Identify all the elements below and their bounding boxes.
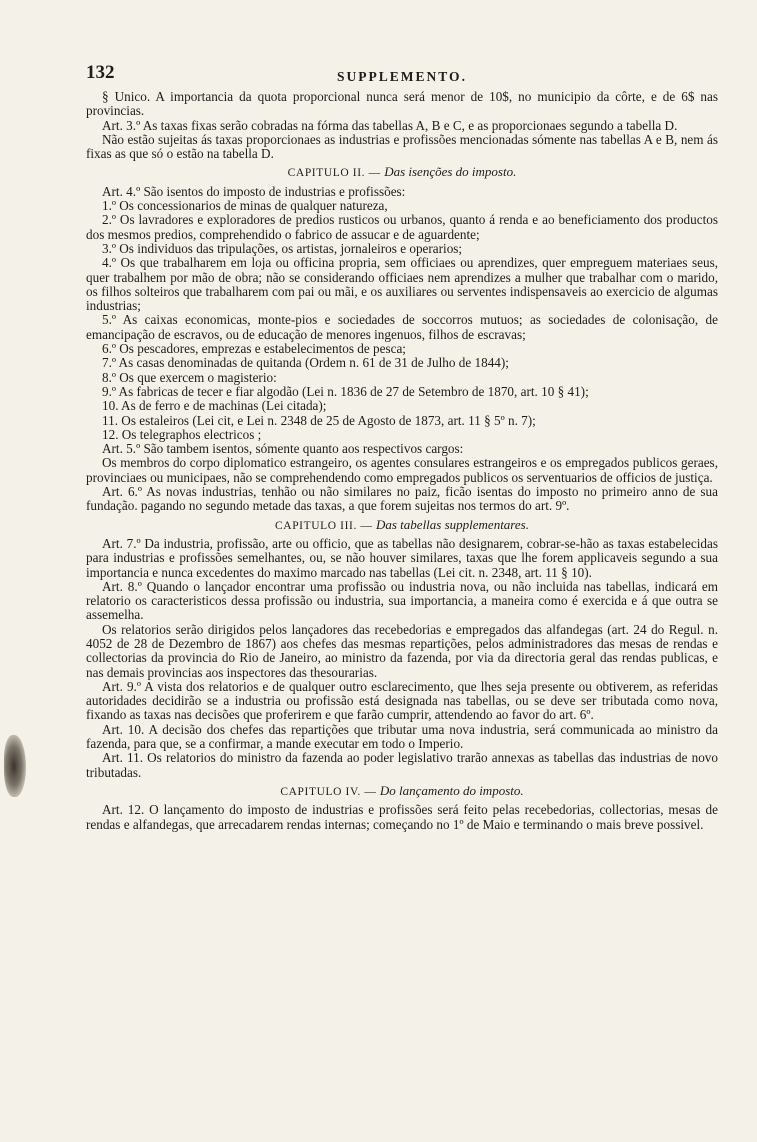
chapter-heading-3: CAPITULO III. — Das tabellas supplementares.	[275, 516, 529, 532]
list-item: 7.º As casas denominadas de quitanda (Ordem n. 61 de 31 de Julho de 1844);	[102, 355, 509, 371]
list-item: 11. Os estaleiros (Lei cit, e Lei n. 2348 de 25 de Agosto de 1873, art. 11 § 5º n. 7);	[102, 412, 536, 428]
page-stain	[4, 735, 26, 797]
paragraph-art12: Art. 12. O lançamento do imposto de industrias e profissões será feito pelas recebedorias, collectorias, mesas de rendas e alfandegas, que arrecadarem rendas internas; começando no 1º de Maio e terminando o mais breve possivel.	[86, 802, 718, 832]
paragraph-art7: Art. 7.º Da industria, profissão, arte ou officio, que as tabellas não designarem, cobrar-se-hão as taxas estabelecidas para industrias e profissões semelhantes, ou, se não houver similares, taxas que lhe forem applicaveis segundo a sua importancia e nunca excedentes do maximo marcado nas tabellas (Lei cit. n. 2348, art. 11 § 10).	[86, 535, 718, 580]
list-item: 12. Os telegraphos electricos ;	[102, 426, 262, 442]
paragraph-art5: Art. 5.º São tambem isentos, sómente quanto aos respectivos cargos:	[102, 441, 464, 457]
list-item: 6.º Os pescadores, emprezas e estabelecimentos de pesca;	[102, 341, 406, 357]
chapter-title: Das tabellas supplementares.	[375, 516, 529, 532]
list-item: 9.º As fabricas de tecer e fiar algodão (Lei n. 1836 de 27 de Setembro de 1870, art. 10 § 41);	[102, 383, 589, 399]
list-item: 3.º Os individuos das tripulações, os artistas, jornaleiros e operarios;	[102, 240, 463, 256]
paragraph-art11: Art. 11. Os relatorios do ministro da fazenda ao poder legislativo trarão annexas as tabellas das industrias de novo tributadas.	[86, 750, 718, 780]
document-page	[86, 62, 718, 832]
paragraph-unico: § Unico. A importancia da quota proporcional nunca será menor de 10$, no municipio da côrte, e de 6$ nas provincias.	[86, 89, 718, 119]
running-head: SUPPLEMENTO.	[337, 69, 467, 84]
paragraph-art6: Art. 6.º As novas industrias, tenhão ou não similares no paiz, ficão isentas do imposto no primeiro anno de sua fundação. pagando no segundo metade das taxas, a que forem sujeitas nos termos do art. 9º.	[86, 484, 718, 514]
paragraph-art5-text: Os membros do corpo diplomatico estrangeiro, os agentes consulares estrangeiros e os empregados publicos geraes, provinciaes ou municipaes, não se comprehendendo como empregados publicos os serventuarios de officios de justiça.	[86, 455, 718, 485]
list-item: 8.º Os que exercem o magisterio:	[102, 369, 277, 385]
list-item: 1.º Os concessionarios de minas de qualquer natureza,	[102, 198, 388, 214]
list-item: 10. As de ferro e de machinas (Lei citada);	[102, 398, 327, 414]
paragraph-art4: Art. 4.º São isentos do imposto de industrias e profissões:	[102, 183, 406, 199]
page-header	[86, 62, 718, 88]
chapter-label: CAPITULO IV.	[280, 785, 361, 798]
paragraph-art9: Art. 9.º A vista dos relatorios e de qualquer outro esclarecimento, que lhes seja presente ou obtiverem, as referidas autoridades decidirão se a industria ou profissão está designada nas tabellas, ou se deve ser tributada como nova, fixando as taxas nas decisões que proferirem e que farão cumprir, attendendo ao favor do art. 6º.	[86, 678, 718, 723]
chapter-heading-2: CAPITULO II. — Das isenções do imposto.	[287, 164, 517, 180]
page-number: 132	[86, 62, 115, 83]
paragraph-relatorios: Os relatorios serão dirigidos pelos lançadores das recebedorias e empregados das alfandegas (art. 24 do Regul. n. 4052 de 28 de Dezembro de 1867) aos chefes das mesmas repartições, pelos administradores das mesas de rendas e collectorias da provincia do Rio de Janeiro, ao ministro da fazenda, por via da directoria geral das rendas publicas, e nas demais provincias aos inspectores das thesourarias.	[86, 621, 718, 680]
list-item: 4.º Os que trabalharem em loja ou officina propria, sem officiaes ou aprendizes, quer empreguem materiaes seus, quer trabalhem por mão de obra; não se considerando officiaes nem aprendizes a mulher que trabalhar com o marido, os filhos solteiros que trabalharem com pai ou mãi, e os auxiliares ou serventes indispensaveis ao exercicio de algumas industrias;	[86, 255, 718, 314]
list-item: 2.º Os lavradores e exploradores de predios rusticos ou urbanos, quanto á renda e ao beneficiamento dos productos dos mesmos predios, comprehendido o fabrico de assucar e de aguardente;	[86, 212, 718, 242]
paragraph-nao-sujeitas: Não estão sujeitas ás taxas proporcionaes as industrias e profissões mencionadas sómente nas tabellas A e B, nem ás fixas as que só o estão na tabella D.	[86, 131, 718, 162]
paragraph-art8: Art. 8.º Quando o lançador encontrar uma profissão ou industria nova, ou não incluida nas tabellas, indicará em relatorio os caracteristicos dessa profissão ou industria, sua importancia, a maneira como é exercida e á que outra se assemelha.	[86, 578, 718, 623]
chapter-heading-4: CAPITULO IV. — Do lançamento do imposto.	[280, 782, 524, 798]
paragraph-art3: Art. 3.º As taxas fixas serão cobradas na fórma das tabellas A, B e C, e as proporcionaes segundo a tabella D.	[102, 117, 678, 133]
paragraph-art10: Art. 10. A decisão dos chefes das repartições que tributar uma nova industria, será communicada ao ministro da fazenda, para que, se a confirmar, a mande executar em todo o Imperio.	[86, 721, 718, 752]
chapter-title: Das isenções do imposto.	[384, 164, 517, 180]
chapter-title: Do lançamento do imposto.	[379, 782, 524, 798]
chapter-label: CAPITULO III.	[275, 519, 357, 532]
chapter-label: CAPITULO II.	[287, 167, 366, 180]
list-item: 5.º As caixas economicas, monte-pios e sociedades de soccorros mutuos; as sociedades de colonisação, de emancipação de escravos, ou de educação de menores ingenuos, filhos de escravas;	[86, 312, 718, 342]
